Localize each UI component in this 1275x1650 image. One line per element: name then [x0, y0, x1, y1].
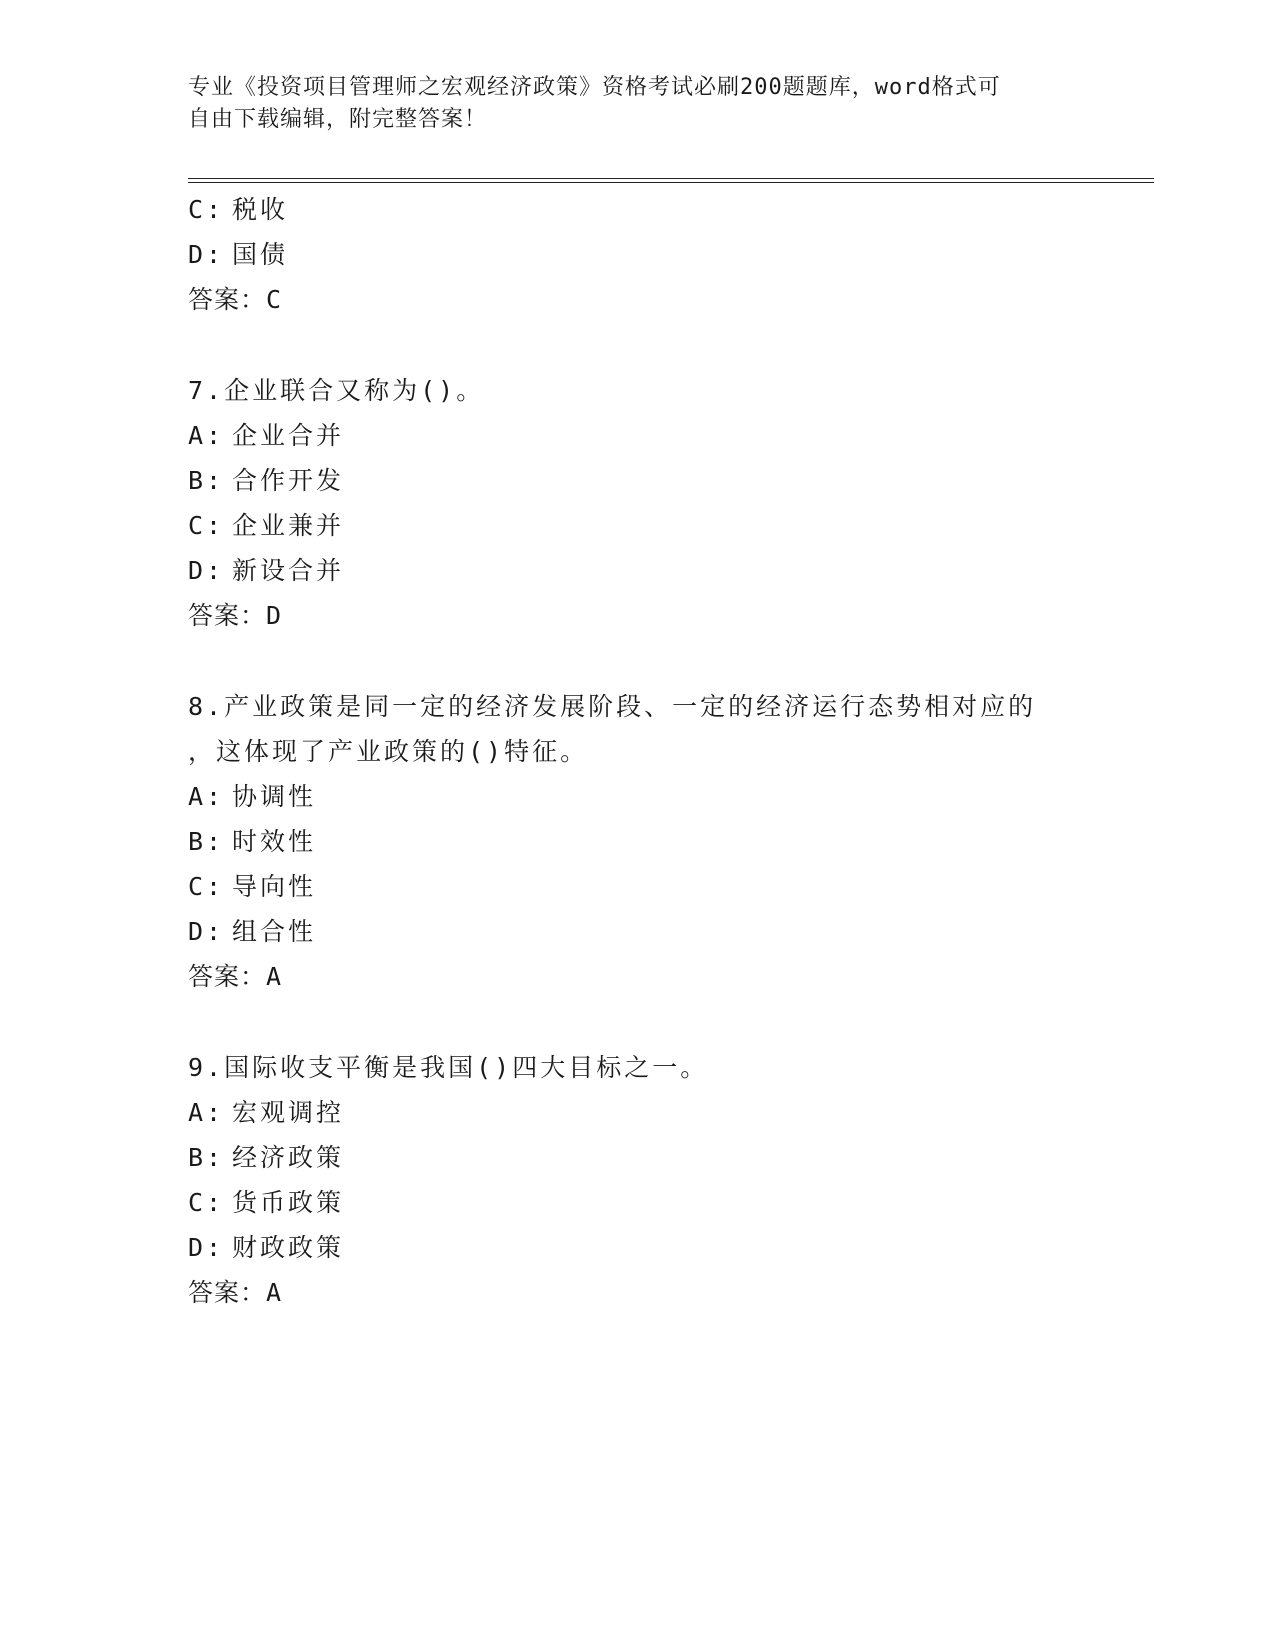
option-letter: A: [188, 421, 225, 450]
question-8-option-d [188, 917, 316, 947]
option-letter: C: [188, 872, 225, 901]
option-text: 时效性 [232, 827, 317, 856]
question-9-answer: 答案：A [188, 1278, 283, 1307]
option-letter: C: [188, 1188, 225, 1217]
option-text: 合作开发 [232, 466, 345, 495]
question-8-option-b [188, 827, 316, 857]
option-text: 导向性 [232, 872, 317, 901]
question-7-answer: 答案：D [188, 601, 283, 630]
question-8-answer: 答案：A [188, 962, 283, 991]
option-text: 货币政策 [232, 1188, 345, 1217]
option-letter: B: [188, 827, 225, 856]
question-8-option-a [188, 782, 316, 812]
question-9-option-a [188, 1098, 344, 1128]
option-text: 经济政策 [232, 1143, 345, 1172]
option-text: 企业合并 [232, 421, 345, 450]
question-9-stem: 9.国际收支平衡是我国()四大目标之一。 [188, 1053, 709, 1082]
option-text: 企业兼并 [232, 511, 345, 540]
question-9-option-c [188, 1188, 344, 1218]
question-8-stem-line-2: ，这体现了产业政策的()特征。 [188, 737, 589, 766]
option-letter: C: [188, 511, 225, 540]
question-8-option-c [188, 872, 316, 902]
option-text: 国债 [232, 240, 289, 269]
option-c-prev [188, 195, 288, 225]
option-letter: D: [188, 556, 225, 585]
question-9-option-d [188, 1233, 344, 1263]
option-letter: A: [188, 782, 225, 811]
option-letter: B: [188, 466, 225, 495]
option-letter: A: [188, 1098, 225, 1127]
question-7-stem: 7.企业联合又称为()。 [188, 376, 485, 405]
option-letter: D: [188, 240, 225, 269]
option-letter: D: [188, 1233, 225, 1262]
document-header [188, 72, 1068, 136]
option-d-prev [188, 240, 288, 270]
header-divider-bottom [188, 182, 1154, 183]
question-9-option-b [188, 1143, 344, 1173]
header-divider-top [188, 178, 1154, 179]
question-7-option-a [188, 421, 344, 451]
option-text: 宏观调控 [232, 1098, 345, 1127]
question-7-option-c [188, 511, 344, 541]
header-line-2: 自由下载编辑，附完整答案！ [188, 107, 488, 132]
question-7-option-b [188, 466, 344, 496]
option-text: 协调性 [232, 782, 317, 811]
option-text: 税收 [232, 195, 289, 224]
option-letter: D: [188, 917, 225, 946]
option-text: 财政政策 [232, 1233, 345, 1262]
question-7-option-d [188, 556, 344, 586]
answer-prev: 答案：C [188, 285, 283, 314]
question-8-stem-line-1: 8.产业政策是同一定的经济发展阶段、一定的经济运行态势相对应的 [188, 692, 1037, 721]
option-text: 组合性 [232, 917, 317, 946]
option-letter: B: [188, 1143, 225, 1172]
header-line-1: 专业《投资项目管理师之宏观经济政策》资格考试必刷200题题库，word格式可 [188, 75, 1001, 100]
option-letter: C: [188, 195, 225, 224]
option-text: 新设合并 [232, 556, 345, 585]
